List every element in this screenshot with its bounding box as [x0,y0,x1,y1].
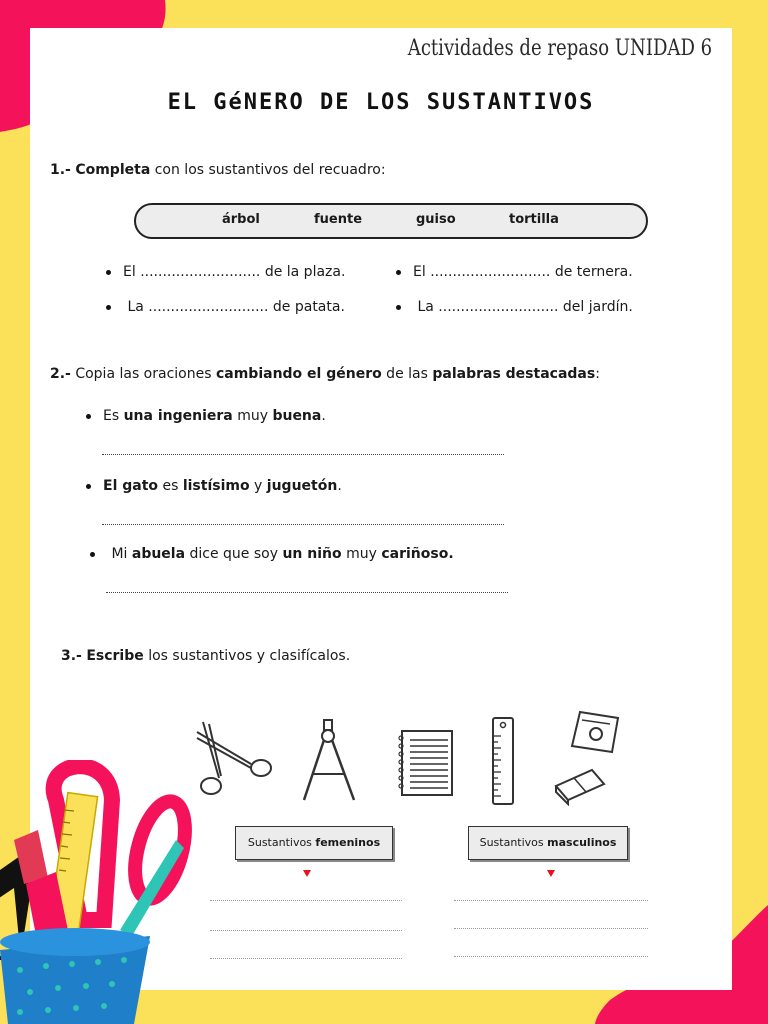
fem-line-3[interactable] [210,958,402,959]
answer-line-3[interactable] [106,592,508,593]
eraser-icon [552,764,608,806]
fill-item-1[interactable]: El ........................... de la plaza. [106,264,345,280]
word-guiso: guiso [416,212,456,227]
page-title: EL GéNERO DE LOS SUSTANTIVOS [167,90,595,115]
fill-item-3[interactable]: La ........................... de patata. [106,299,345,315]
arrow-down-icon [547,870,555,877]
worksheet-header: Actividades de repaso UNIDAD 6 [407,36,712,61]
masc-line-1[interactable] [454,900,648,901]
word-tortilla: tortilla [509,212,559,227]
question-3: 3.- Escribe los sustantivos y clasifícalos. [61,648,351,664]
label-masculinos: Sustantivos masculinos [468,826,628,860]
word-fuente: fuente [314,212,363,227]
sharpener-icon [568,708,624,756]
word-box [134,203,648,239]
answer-line-1[interactable] [102,454,504,455]
masc-line-3[interactable] [454,956,648,957]
pencil-cup-illustration [0,760,210,1024]
sentence-3: Mi abuela dice que soy un niño muy cariñoso. [90,546,454,562]
bullet-icon [396,305,401,310]
fem-line-1[interactable] [210,900,402,901]
bullet-icon [90,552,95,557]
sentence-2: El gato es listísimo y juguetón. [86,478,342,494]
fill-item-2[interactable]: El ........................... de ternera. [396,264,633,280]
arrow-down-icon [303,870,311,877]
word-arbol: árbol [222,212,260,227]
question-1: 1.- Completa con los sustantivos del recuadro: [50,162,386,178]
label-femeninos: Sustantivos femeninos [235,826,393,860]
fem-line-2[interactable] [210,930,402,931]
bullet-icon [86,484,91,489]
masc-line-2[interactable] [454,928,648,929]
fill-item-4[interactable]: La ........................... del jardín. [396,299,633,315]
bullet-icon [106,270,111,275]
bullet-icon [106,305,111,310]
notebook-icon [396,728,456,798]
bullet-icon [86,414,91,419]
question-2: 2.- Copia las oraciones cambiando el género de las palabras destacadas: [50,366,600,382]
answer-line-2[interactable] [102,524,504,525]
compass-icon [298,718,362,804]
bullet-icon [396,270,401,275]
ruler-icon [490,716,516,806]
sentence-1: Es una ingeniera muy buena. [86,408,326,424]
